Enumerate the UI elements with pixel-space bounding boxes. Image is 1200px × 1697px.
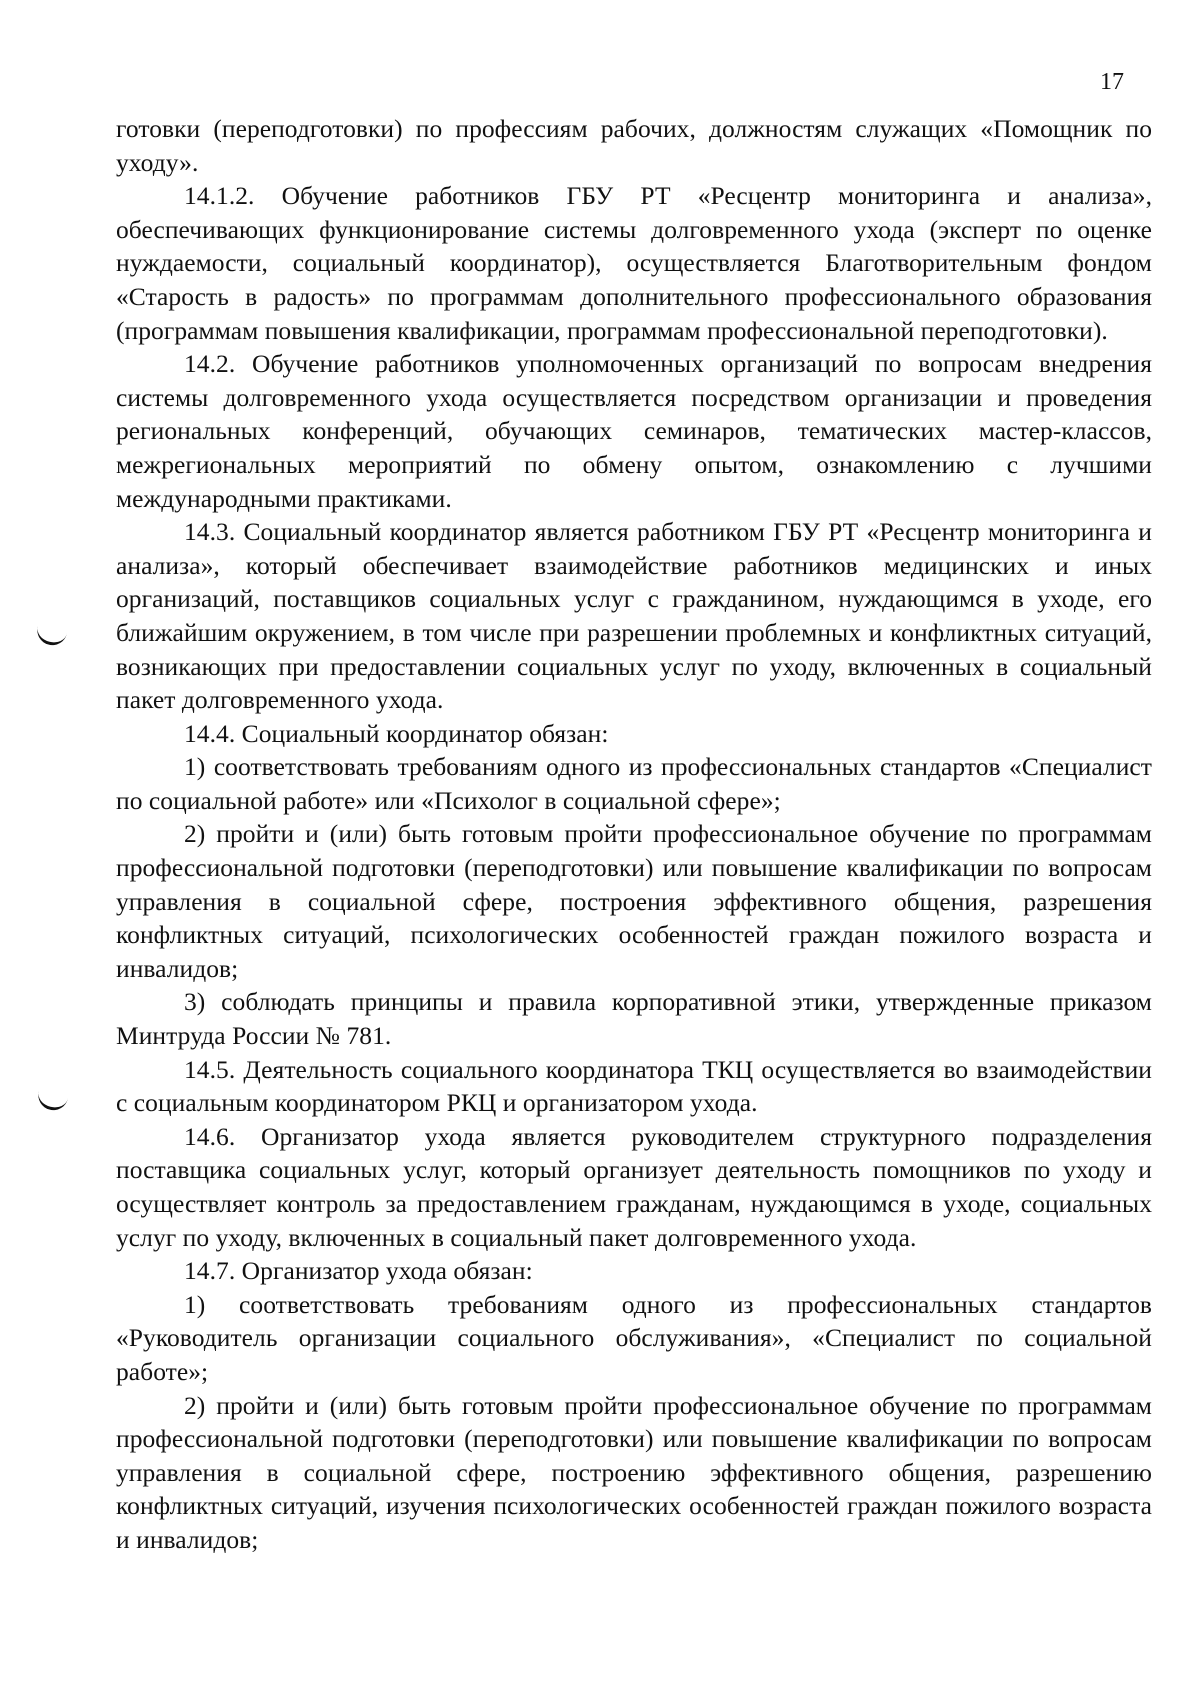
list-item-14-4-1: 1) соответствовать требованиям одного из профессиональных стандартов «Специалист по социальной работе» или «Психолог в социальной сфере»;: [116, 752, 1152, 815]
paragraph-continuation: готовки (переподготовки) по профессиям рабочих, должностям служащих «Помощник по уходу».: [116, 114, 1152, 177]
page-number: 17: [1100, 69, 1124, 95]
list-item-14-4-3: 3) соблюдать принципы и правила корпоративной этики, утвержденные приказом Минтруда России № 781.: [116, 987, 1152, 1051]
paragraph-14-5: 14.5. Деятельность социального координатора ТКЦ осуществляется во взаимодействии с социальным координатором РКЦ и организатором ухода.: [116, 1054, 1152, 1118]
paragraph-14-7: 14.7. Организатор ухода обязан:: [184, 1256, 533, 1286]
scan-artifact-mark: [34, 623, 68, 649]
paragraph-14-3: 14.3. Социальный координатор является работником ГБУ РТ «Ресцентр мониторинга и анализа», который обеспечивает взаимодействие работников медицинских и иных организаций, поставщиков социальных услуг с гражданином, нуждающимся в уходе, его ближайшим окружением, в том числе при разрешении проблемных и конфликтных ситуаций, возникающих при предоставлении социальных услуг по уходу, включенных в социальный пакет долговременного ухода.: [116, 517, 1152, 715]
paragraph-14-2: 14.2. Обучение работников уполномоченных организаций по вопросам внедрения системы долговременного ухода осуществляется посредством организации и проведения региональных конференций, обучающих семинаров, тематических мастер-классов, межрегиональных мероприятий по обмену опытом, ознакомлению с лучшими международными практиками.: [116, 349, 1152, 513]
document-body: [116, 112, 1152, 1557]
list-item-14-7-2: 2) пройти и (или) быть готовым пройти профессиональное обучение по программам профессиональной подготовки (переподготовки) или повышение квалификации по вопросам управления в социальной сфере, построению эффективного общения, разрешению конфликтных ситуаций, изучения психологических особенностей граждан пожилого возраста и инвалидов;: [116, 1390, 1152, 1554]
paragraph-14-4: 14.4. Социальный координатор обязан:: [184, 718, 609, 748]
paragraph-14-1-2: 14.1.2. Обучение работников ГБУ РТ «Ресцентр мониторинга и анализа», обеспечивающих функционирование системы долговременного ухода (эксперт по оценке нуждаемости, социальный координатор), осуществляется Благотворительным фондом «Старость в радость» по программам дополнительного профессионального образования (программам повышения квалификации, программам профессиональной переподготовки).: [116, 181, 1152, 345]
list-item-14-7-1: 1) соответствовать требованиям одного из профессиональных стандартов «Руководитель организации социального обслуживания», «Специалист по социальной работе»;: [116, 1289, 1152, 1386]
paragraph-14-6: 14.6. Организатор ухода является руководителем структурного подразделения поставщика социальных услуг, который организует деятельность помощников по уходу и осуществляет контроль за предоставлением гражданам, нуждающимся в уходе, социальных услуг по уходу, включенных в социальный пакет долговременного ухода.: [116, 1121, 1152, 1252]
scan-artifact-mark: [35, 1088, 69, 1114]
list-item-14-4-2: 2) пройти и (или) быть готовым пройти профессиональное обучение по программам профессиональной подготовки (переподготовки) или повышение квалификации по вопросам управления в социальной сфере, построения эффективного общения, разрешения конфликтных ситуаций, психологических особенностей граждан пожилого возраста и инвалидов;: [116, 819, 1152, 983]
